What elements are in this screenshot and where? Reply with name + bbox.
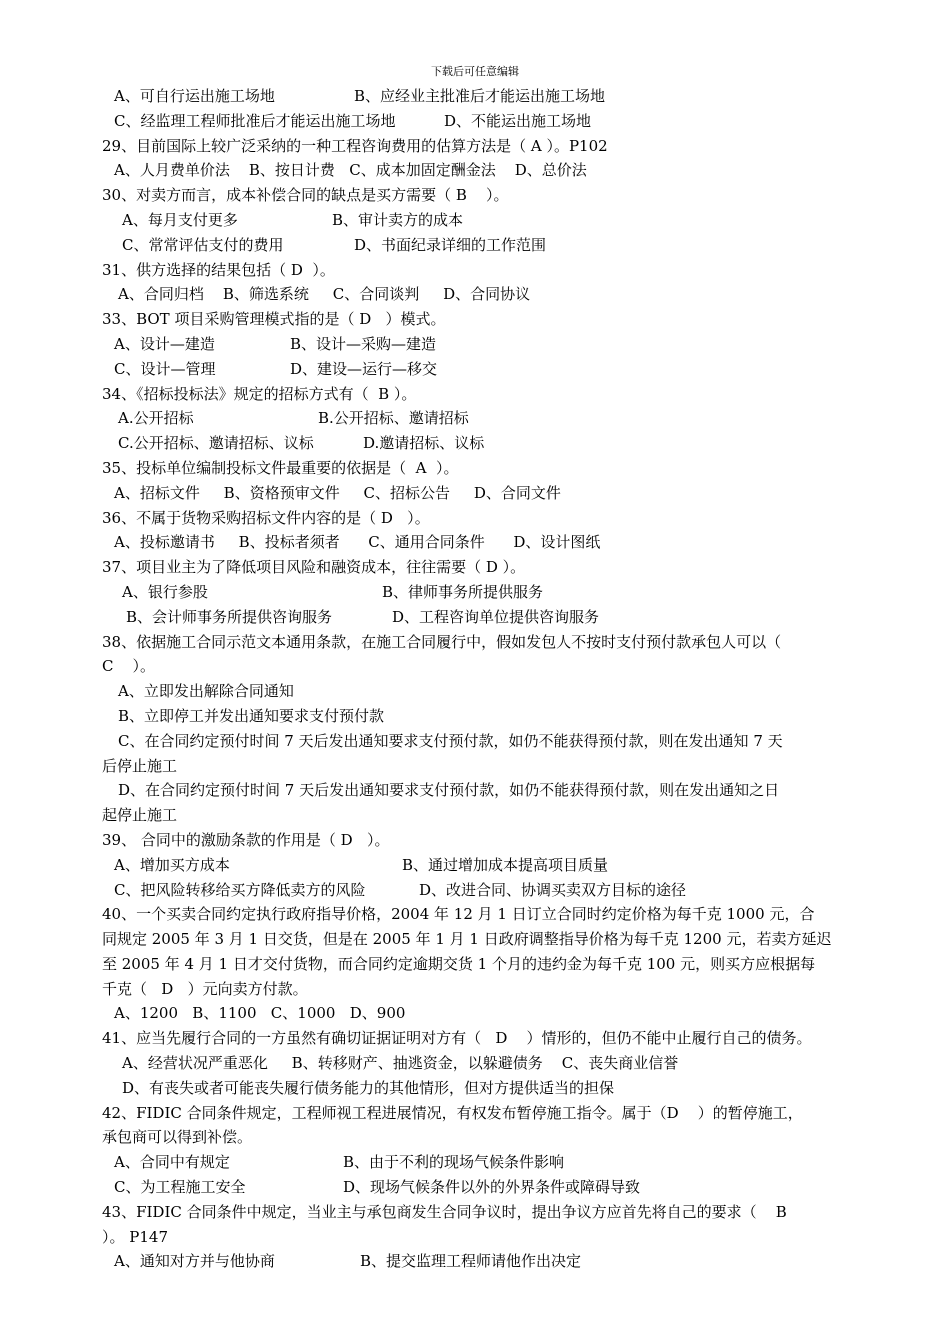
text-segment: 43、FIDIC 合同条件中规定，当业主与承包商发生合同争议时，提出争议方应首先将自己的要求（ B (102, 1202, 787, 1221)
text-segment: A、可自行运出施工场地 (114, 87, 275, 105)
text-segment: C、经监理工程师批准后才能运出施工场地 (114, 111, 396, 130)
text-segment: D、建设—运行—移交 (290, 359, 438, 378)
text-line (102, 357, 864, 382)
text-line (102, 630, 864, 655)
text-line (102, 803, 864, 828)
text-line (102, 481, 864, 506)
text-segment: B、通过增加成本提高项目质量 (402, 855, 609, 874)
text-line (102, 158, 864, 183)
text-segment: A、立即发出解除合同通知 (118, 682, 294, 701)
text-line (102, 208, 864, 233)
text-line (102, 332, 864, 357)
text-line (102, 902, 864, 927)
text-line (102, 1249, 864, 1274)
text-segment: 30、对卖方而言，成本补偿合同的缺点是买方需要（ B ）。 (102, 186, 509, 205)
text-segment: C、为工程施工安全 (114, 1178, 246, 1197)
text-line (102, 1051, 864, 1076)
text-line (102, 555, 864, 580)
text-line (102, 605, 864, 630)
text-line (102, 580, 864, 605)
text-segment: D、在合同约定预付时间 7 天后发出通知要求支付预付款，如仍不能获得预付款，则在发出通知之日 (118, 781, 780, 800)
text-segment: A、经营状况严重恶化 B、转移财产、抽逃资金，以躲避债务 C、丧失商业信誉 (122, 1054, 679, 1073)
text-segment: B、由于不利的现场气候条件影响 (343, 1153, 565, 1172)
text-line (102, 1101, 864, 1126)
text-line (102, 1125, 864, 1150)
text-segment: D、不能运出施工场地 (444, 111, 592, 130)
text-segment: A、增加买方成本 (114, 855, 230, 874)
text-line (102, 307, 864, 332)
text-segment: C.公开招标、邀请招标、议标 (118, 434, 314, 453)
text-segment: A、合同中有规定 (114, 1153, 230, 1172)
text-segment: 承包商可以得到补偿。 (102, 1128, 253, 1147)
text-segment: 34、《招标投标法》规定的招标方式有（ B ）。 (102, 384, 417, 403)
text-segment: A、1200 B、1100 C、1000 D、900 (114, 1004, 406, 1023)
text-segment: D、现场气候条件以外的外界条件或障碍导致 (343, 1178, 641, 1197)
text-segment: 39、 合同中的激励条款的作用是（ D ）。 (102, 830, 390, 849)
text-segment: 37、项目业主为了降低项目风险和融资成本，往往需要（ D ）。 (102, 558, 526, 577)
text-line (102, 456, 864, 481)
text-line (102, 828, 864, 853)
text-segment: D、改进合同、协调买卖双方目标的途径 (419, 880, 687, 899)
text-line (102, 84, 864, 109)
text-line (102, 977, 864, 1002)
page-header: 下载后可任意编辑 (431, 65, 519, 78)
text-segment: B、设计—采购—建造 (290, 334, 437, 353)
text-segment: 29、目前国际上较广泛采纳的一种工程咨询费用的估算方法是（ A ）。P102 (102, 136, 608, 155)
text-line (102, 109, 864, 134)
document-body (102, 84, 864, 1274)
text-segment: 同规定 2005 年 3 月 1 日交货，但是在 2005 年 1 月 1 日政府调整指导价格为每千克 1200 元，若卖方延迟 (102, 930, 832, 949)
text-line (102, 382, 864, 407)
text-line (102, 1150, 864, 1175)
text-segment: 后停止施工 (102, 756, 178, 775)
text-line (102, 654, 864, 679)
text-line (102, 754, 864, 779)
text-line (102, 952, 864, 977)
text-line (102, 878, 864, 903)
text-line (102, 530, 864, 555)
text-segment: 至 2005 年 4 月 1 日才交付货物，而合同约定逾期交货 1 个月的违约金为每千克 100 元，则买方应根据每 (102, 954, 816, 973)
text-segment: A、银行参股 (122, 582, 208, 601)
text-segment: 31、供方选择的结果包括（ D ）。 (102, 260, 335, 279)
text-line (102, 927, 864, 952)
text-segment: A、人月费单价法 B、按日计费 C、成本加固定酬金法 D、总价法 (114, 161, 587, 180)
text-line (102, 704, 864, 729)
text-line (102, 406, 864, 431)
text-segment: B、提交监理工程师请他作出决定 (360, 1252, 582, 1271)
text-segment: C、设计—管理 (114, 359, 216, 378)
text-line (102, 853, 864, 878)
text-line (102, 1076, 864, 1101)
text-segment: 36、不属于货物采购招标文件内容的是（ D ）。 (102, 508, 430, 527)
text-line (102, 431, 864, 456)
text-segment: 33、BOT 项目采购管理模式指的是（ D ）模式。 (102, 310, 446, 329)
text-line (102, 258, 864, 283)
text-segment: D、工程咨询单位提供咨询服务 (392, 607, 600, 626)
text-segment: 千克（ D ）元向卖方付款。 (102, 979, 308, 998)
text-segment: 38、依据施工合同示范文本通用条款，在施工合同履行中，假如发包人不按时支付预付款承包人可以（ (102, 632, 782, 651)
text-segment: A.公开招标 (118, 409, 194, 428)
text-segment: ）。 P147 (102, 1227, 168, 1246)
text-segment: D、书面纪录详细的工作范围 (354, 235, 547, 254)
text-segment: C、常常评估支付的费用 (122, 235, 284, 254)
text-segment: D、有丧失或者可能丧失履行债务能力的其他情形，但对方提供适当的担保 (122, 1078, 615, 1097)
text-segment: A、合同归档 B、筛选系统 C、合同谈判 D、合同协议 (118, 285, 531, 304)
text-line (102, 183, 864, 208)
text-segment: 35、投标单位编制投标文件最重要的依据是（ A ）。 (102, 458, 459, 477)
text-segment: B.公开招标、邀请招标 (318, 409, 469, 428)
text-line (102, 679, 864, 704)
text-line (102, 134, 864, 159)
text-line (102, 778, 864, 803)
text-segment: 40、一个买卖合同约定执行政府指导价格，2004 年 12 月 1 日订立合同时约定价格为每千克 1000 元，合 (102, 905, 815, 924)
text-line (102, 1175, 864, 1200)
text-segment: A、每月支付更多 (122, 210, 238, 229)
text-line (102, 729, 864, 754)
text-segment: C、在合同约定预付时间 7 天后发出通知要求支付预付款，如仍不能获得预付款，则在发出通知 7 天 (118, 731, 783, 750)
text-segment: A、设计—建造 (114, 334, 215, 353)
text-segment: 起停止施工 (102, 806, 178, 825)
text-segment: C ）。 (102, 657, 156, 676)
text-segment: C、把风险转移给买方降低卖方的风险 (114, 880, 366, 899)
text-segment: 42、FIDIC 合同条件规定，工程师视工程进展情况，有权发布暂停施工指令。属于（D ）的暂停施工， (102, 1103, 803, 1122)
text-segment: B、审计卖方的成本 (332, 210, 464, 229)
text-line (102, 506, 864, 531)
text-segment: A、通知对方并与他协商 (114, 1252, 275, 1271)
text-line (102, 1001, 864, 1026)
text-line (102, 282, 864, 307)
text-line (102, 1200, 864, 1225)
text-line (102, 1225, 864, 1250)
text-segment: A、投标邀请书 B、投标者须者 C、通用合同条件 D、设计图纸 (114, 533, 601, 552)
text-segment: A、招标文件 B、资格预审文件 C、招标公告 D、合同文件 (114, 483, 561, 502)
text-segment: B、应经业主批准后才能运出施工场地 (354, 87, 606, 105)
text-segment: B、立即停工并发出通知要求支付预付款 (118, 706, 385, 725)
text-segment: B、会计师事务所提供咨询服务 (126, 607, 333, 626)
text-segment: D.邀请招标、议标 (363, 434, 485, 453)
text-line (102, 233, 864, 258)
text-segment: 41、应当先履行合同的一方虽然有确切证据证明对方有（ D ）情形的，但仍不能中止履行自己的债务。 (102, 1029, 812, 1048)
text-line (102, 1026, 864, 1051)
text-segment: B、律师事务所提供服务 (382, 582, 544, 601)
